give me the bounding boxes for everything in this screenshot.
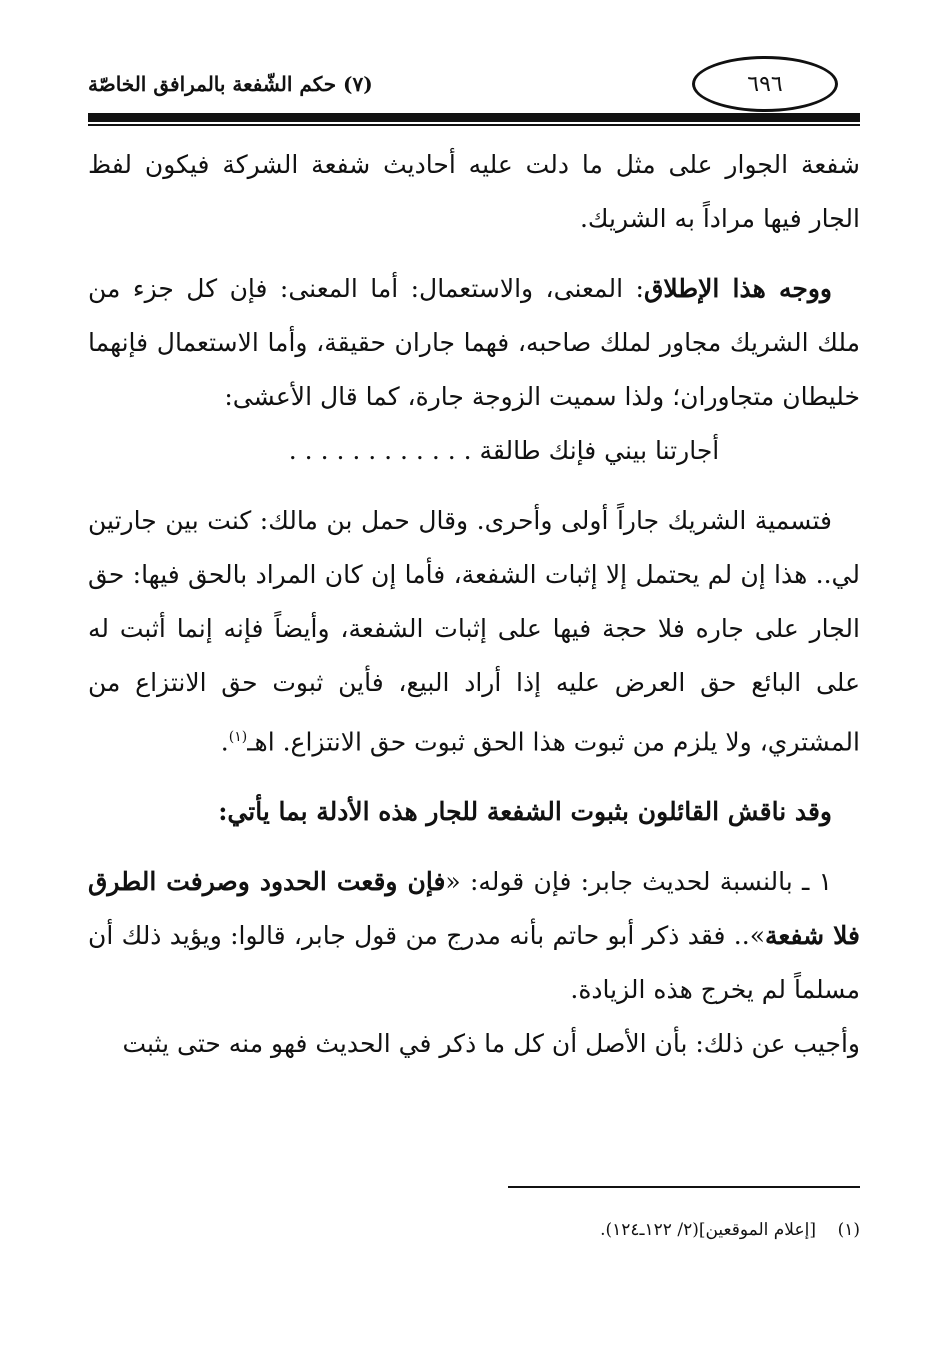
footnote-ref: (١) [228,729,248,745]
paragraph-2-text: : المعنى، والاستعمال: أما المعنى: فإن كل جزء من ملك الشريك مجاور لملك صاحبه، فهما جاران حقيقة، وأما الاستعمال فإنهما خليطان متجاوران؛ ولذا سميت الزوجة جارة، كما قال الأعشى: [88,274,860,411]
paragraph-3 [88,494,860,769]
paragraph-5 [88,855,860,1017]
footnote-text: [إعلام الموقعين](٢/ ١٢٢ـ١٢٤). [600,1220,816,1240]
running-title: (٧) حكم الشّفعة بالمرافق الخاصّة [88,72,373,96]
header-rule-thick [88,113,860,122]
paragraph-5-text: ».. فقد ذكر أبو حاتم بأنه مدرج من قول جابر، قالوا: ويؤيد ذلك أن مسلماً لم يخرج هذه الزيادة. [88,921,860,1005]
paragraph-6: وأجيب عن ذلك: بأن الأصل أن كل ما ذكر في الحديث فهو منه حتى يثبت [122,1029,860,1059]
footnote [88,1220,860,1240]
paragraph-1: شفعة الجوار على مثل ما دلت عليه أحاديث شفعة الشركة فيكون لفظ الجار فيها مراداً به الشريك. [88,150,860,233]
paragraph-3-text: فتسمية الشريك جاراً أولى وأحرى. وقال حمل بن مالك: كنت بين جارتين لي.. هذا إن لم يحتمل إلا إثبات الشفعة، فأما إن كان المراد بالحق فيها: حق الجار على جاره فلا حجة فيها على إثبات الشفعة، وأيضاً فإنه إنما أثبت له على البائع حق العرض عليه إذا أراد البيع، فأين ثبوت حق الانتزاع من المشتري، ولا يلزم من ثبوت هذا الحق ثبوت حق الانتزاع. اهـ [88,506,860,757]
poetry-verse: أجارتنا بيني فإنك طالقة . . . . . . . . . . . . [288,436,720,465]
paragraph-3-end: . [220,727,229,757]
paragraph-2 [88,262,860,424]
paragraph-5-start: ١ ـ بالنسبة لحديث جابر: فإن قوله: « [445,867,832,897]
paragraph-2-lead: ووجه هذا الإطلاق [643,274,832,303]
main-text [88,138,860,1071]
header-rule-thin [88,124,860,126]
page-number: ٦٩٦ [692,56,838,112]
paragraph-4: وقد ناقش القائلون بثبوت الشفعة للجار هذه الأدلة بما يأتي: [218,797,832,827]
paragraph-5-quote: فإن وقعت الحدود وصرفت الطرق فلا شفعة [88,867,861,951]
footnote-marker: (١) [837,1220,860,1240]
footnote-rule [508,1186,860,1188]
